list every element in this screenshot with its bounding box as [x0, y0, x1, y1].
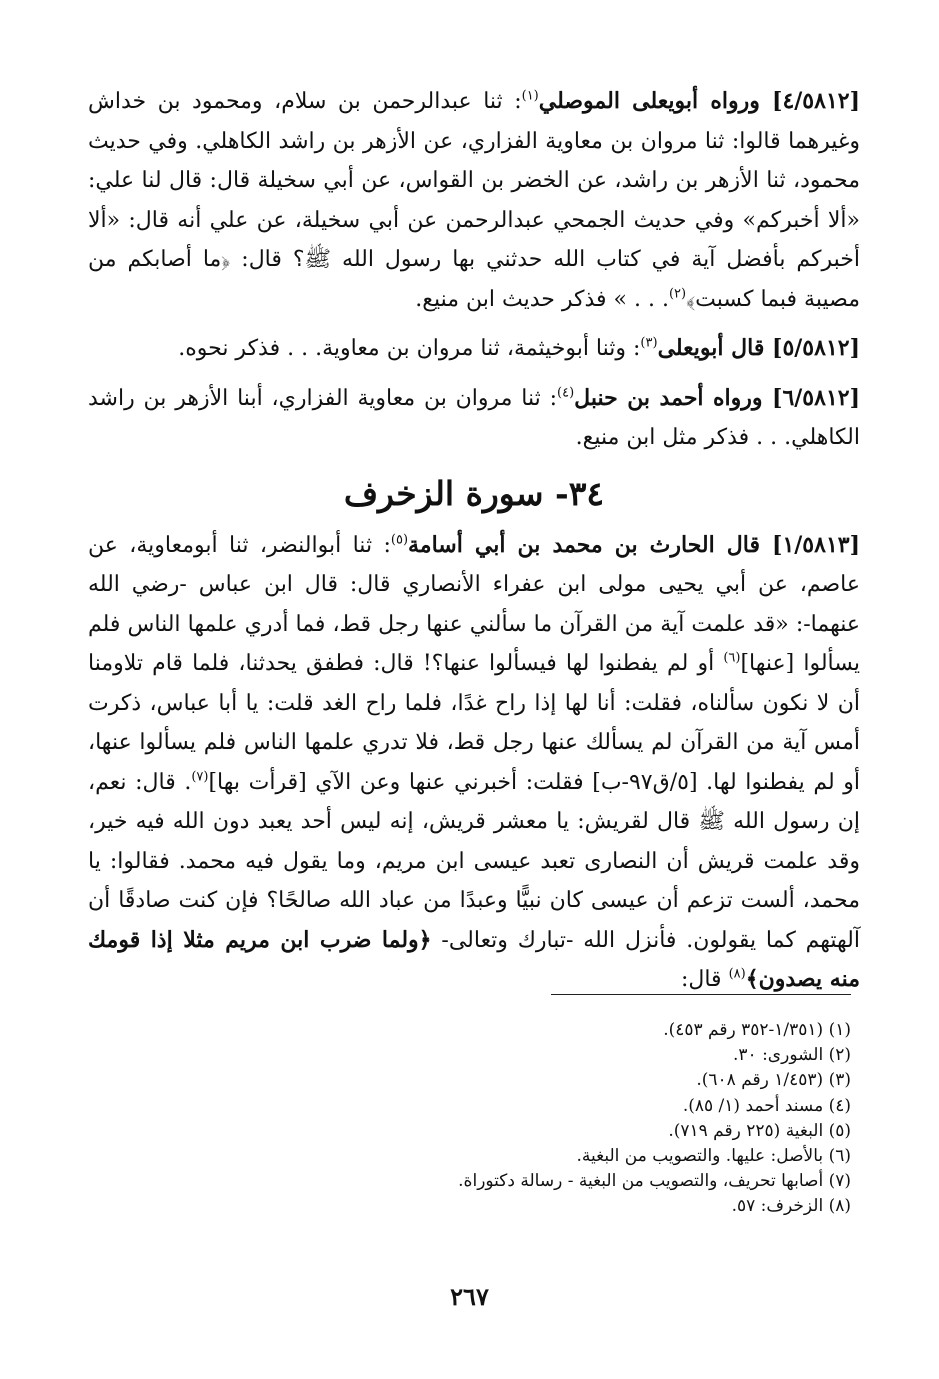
paragraph-5812-4 — [88, 82, 860, 319]
paragraph-text: . . . » فذكر حديث ابن منيع. — [415, 286, 669, 312]
paragraph-text: قال: — [680, 967, 729, 992]
paragraph-text: : ثنا مروان بن معاوية الفزاري، أبنا الأزهر بن راشد الكاهلي. . . فذكر مثل ابن منيع. — [88, 385, 860, 450]
footnote-marker: (٨) — [728, 966, 746, 982]
section-heading: ٣٤- سورة الزخرف — [343, 473, 605, 513]
footnote-4: (٤) مسند أحمد (١/ ٨٥). — [682, 1095, 851, 1116]
footnote-marker: (٤) — [557, 385, 575, 401]
footnote-separator — [551, 994, 851, 995]
paragraph-lead: [١/٥٨١٣] قال الحارث بن محمد بن أبي أسامة — [408, 531, 860, 558]
paragraph-5812-6 — [88, 379, 860, 458]
footnote-2: (٢) الشورى: ٣٠. — [733, 1045, 851, 1066]
footnotes — [79, 1018, 851, 1220]
paragraph-text: : ثنا عبدالرحمن بن سلام، ومحمود بن خداش وغيرهما قالوا: ثنا مروان بن معاوية الفزاري، عن الأزهر بن راشد الكاهلي. وفي حديث محمود، ثنا الأزهر بن راشد، عن الخضر بن القواس، عن أبي سخيلة قال: قال لنا علي: «ألا أخبركم» وفي حديث الجمحي عبدالرحمن عن أبي سخيلة، عن علي أنه قال: «ألا أخبركم بأفضل آية في كتاب الله حدثني بها رسول الله ﷺ؟ قال: ﴿ما أصابكم من مصيبة فبما كسبت﴾ — [88, 89, 860, 312]
page-body — [88, 82, 860, 1010]
paragraph-5813-1 — [88, 526, 860, 1000]
page-number: ٢٦٧ — [450, 1282, 489, 1311]
footnote-marker: (٦) — [723, 650, 741, 666]
footnote-6: (٦) بالأصل: عليها. والتصويب من البغية. — [576, 1146, 851, 1167]
paragraph-5812-5 — [88, 329, 860, 369]
footnote-8: (٨) الزخرف: ٥٧. — [731, 1196, 851, 1217]
footnote-marker: (١) — [521, 88, 539, 104]
footnote-marker: (٥) — [390, 532, 409, 548]
paragraph-text: . قال: نعم، إن رسول الله ﷺ قال لقريش: يا معشر قريش، إنه ليس أحد يعبد دون الله فيه خير، وقد علمت قريش أن النصارى تعبد عيسى ابن مريم، وما يقول فيه محمد. فقالوا: يا محمد، ألست تزعم أن عيسى كان نبيًّا وعبدًا من عباد الله صالحًا؟ فإن كنت صادقًا أن آلهتهم كما يقولون. فأنزل الله -تبارك وتعالى- — [88, 769, 860, 953]
paragraph-lead: [٥/٥٨١٢] قال أبويعلى — [657, 335, 860, 361]
paragraph-lead: [٤/٥٨١٢] ورواه أبويعلى الموصلي — [538, 88, 860, 114]
footnote-7: (٧) أصابها تحريف، والتصويب من البغية - رسالة دكتوراة. — [458, 1171, 851, 1192]
footnote-marker: (٧) — [191, 769, 209, 785]
footnote-3: (٣) (١/٤٥٣ رقم ٦٠٨). — [696, 1070, 851, 1091]
paragraph-text: : ثنا أبوالنضر، ثنا أبومعاوية، عن عاصم، عن أبي يحيى مولى ابن عفراء الأنصاري قال: قال ابن عباس -رضي الله عنهما-: «قد علمت آية من القرآن ما سألني عنها رجل قط، فما أدري علمها الناس فلم يسألوا [عنها] — [88, 532, 860, 676]
paragraph-text: أو لم يفطنوا لها فيسألوا عنها؟! قال: فطفق يحدثنا، فلما قام تلاومنا أن لا نكون سألناه، فقلت: أنا لها إذا راح غدًا، فلما راح الغد قلت: يا أبا عباس، ذكرت أمس آية من القرآن لم يسألك عنها رجل قط، فلا تدري علمها الناس فلم يسألوا عنها، أو لم يفطنوا لها. [٥/ق٩٧-ب] فقلت: أخبرني عنها وعن الآي [قرأت بها] — [88, 651, 861, 795]
quran-verse: ﴿ولما ضرب ابن مريم مثلا إذا قومك منه يصدون﴾ — [88, 926, 860, 992]
footnote-5: (٥) البغية (٢٢٥ رقم ٧١٩). — [668, 1120, 851, 1141]
footnote-marker: (٣) — [640, 335, 658, 351]
paragraph-text: : وثنا أبوخيثمة، ثنا مروان بن معاوية. . . فذكر نحوه. — [178, 336, 641, 361]
paragraph-lead: [٦/٥٨١٢] ورواه أحمد بن حنبل — [574, 384, 860, 411]
footnote-marker: (٢) — [668, 286, 687, 302]
footnote-1: (١) (١/٣٥١-٣٥٢ رقم ٤٥٣). — [663, 1020, 851, 1040]
